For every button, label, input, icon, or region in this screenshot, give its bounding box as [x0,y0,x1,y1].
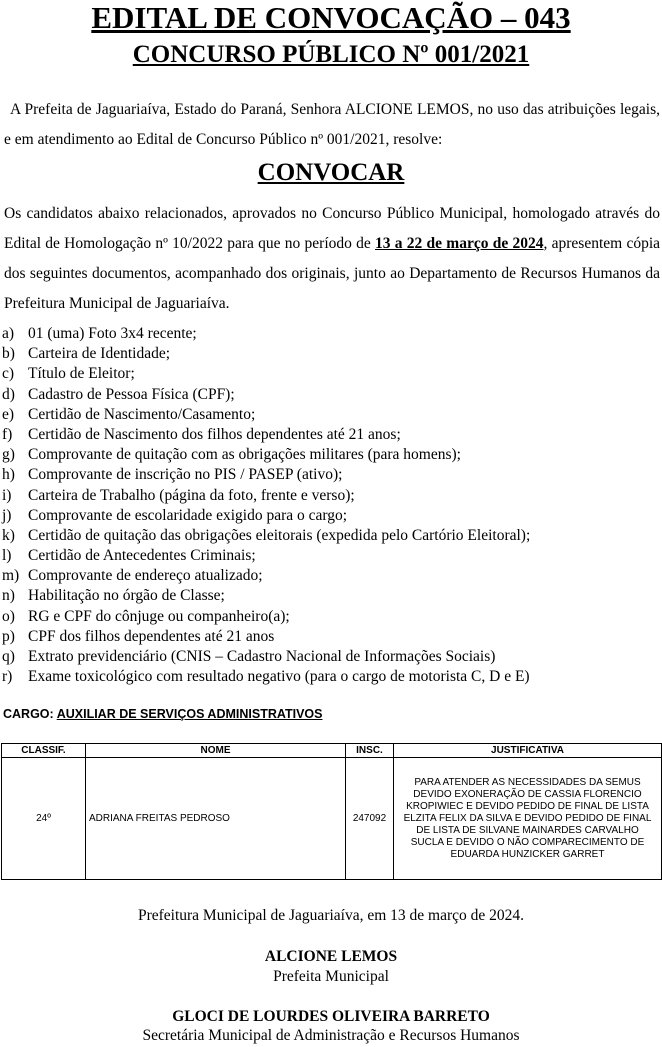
document-letter: l) [2,547,12,565]
signer2-name: GLOCI DE LOURDES OLIVEIRA BARRETO [172,1008,490,1025]
candidates-table [1,743,662,880]
cargo-line [3,706,322,722]
document-item [2,344,658,364]
document-text: Certidão de Antecedentes Criminais; [28,547,256,565]
document-letter: d) [2,385,15,403]
document-text: Comprovante de endereço atualizado; [28,567,263,585]
table-header-row [2,744,662,758]
document-title: EDITAL DE CONVOCAÇÃO – 043 [91,0,571,35]
table-row [2,758,662,880]
cell-justificativa: PARA ATENDER AS NECESSIDADES DA SEMUS DEVIDO EXONERAÇÃO DE CASSIA FLORENCIO KROPIWIEC E DEVIDO PEDIDO DE FINAL DE LISTA ELZITA FELIX DA SILVA E DEVIDO PEDIDO DE FINAL DE LISTA DE SILVANE MAINARDES CARVALHO SUCLA E DEVIDO O NÃO COMPARECIMENTO DE EDUARDA HUNZICKER GARRET [394,758,662,880]
header-classif: CLASSIF. [2,744,86,758]
signer2-role: Secretária Municipal de Administração e Recursos Humanos [142,1027,520,1044]
header-insc: INSC. [346,744,394,758]
document-item [2,546,658,566]
intro-paragraph: A Prefeita de Jaguariaíva, Estado do Paraná, Senhora ALCIONE LEMOS, no uso das atribuições legais, e em atendimento ao Edital de Concurso Público nº 001/2021, resolve: [4,101,660,148]
document-letter: j) [2,506,12,524]
document-item [2,465,658,485]
document-text: RG e CPF do cônjuge ou companheiro(a); [28,607,290,625]
documents-list [2,324,658,687]
document-item [2,445,658,465]
document-letter: q) [2,648,15,665]
cargo-value: AUXILIAR DE SERVIÇOS ADMINISTRATIVOS [56,707,323,721]
header-justificativa: JUSTIFICATIVA [394,744,662,758]
document-text: Título de Eleitor; [28,365,135,383]
document-letter: g) [2,446,15,464]
document-letter: o) [2,607,15,625]
document-letter: m) [2,567,20,585]
document-text: Cadastro de Pessoa Física (CPF); [28,385,235,403]
document-item [2,586,658,606]
document-letter: a) [2,325,15,342]
body-text-part2: , apresentem cópia dos seguintes documentos, acompanhado dos originais, junto ao Departamento de Recursos Humanos da Prefeitura Municipal de Jaguariaíva. [4,235,661,312]
document-text: CPF dos filhos dependentes até 21 anos [28,627,275,645]
document-item [2,667,658,687]
header-nome: NOME [86,744,346,758]
document-item [2,627,658,647]
document-letter: e) [2,405,15,423]
document-text: Comprovante de quitação com as obrigações militares (para homens); [28,446,461,464]
document-text: Exame toxicológico com resultado negativo (para o cargo de motorista C, D e E) [28,668,530,686]
document-letter: b) [2,345,15,363]
date-line: Prefeitura Municipal de Jaguariaíva, em 13 de março de 2024. [137,907,525,924]
document-letter: r) [2,668,13,686]
period-highlight: 13 a 22 de março de 2024 [375,235,544,252]
body-paragraph [4,199,660,319]
document-item [2,647,658,667]
document-letter: h) [2,466,15,484]
document-item [2,506,658,526]
document-text: Comprovante de escolaridade exigido para o cargo; [28,506,348,524]
document-text: Certidão de quitação das obrigações eleitorais (expedida pelo Cartório Eleitoral); [28,526,531,544]
document-text: Carteira de Identidade; [28,345,171,363]
document-item [2,324,658,344]
signer1-name: ALCIONE LEMOS [264,948,398,965]
document-item [2,607,658,627]
document-text: Certidão de Nascimento dos filhos dependentes até 21 anos; [28,425,401,443]
cell-classif: 24º [2,758,86,880]
signer1-role: Prefeita Municipal [273,968,389,985]
document-text: 01 (uma) Foto 3x4 recente; [28,325,197,342]
document-letter: i) [2,486,12,504]
document-text: Habilitação no órgão de Classe; [28,587,225,605]
document-text: Comprovante de inscrição no PIS / PASEP (ativo); [28,466,343,484]
document-subtitle: CONCURSO PÚBLICO Nº 001/2021 [132,41,530,68]
cell-nome: ADRIANA FREITAS PEDROSO [86,758,346,880]
convocar-heading: CONVOCAR [257,159,405,186]
document-letter: p) [2,627,15,645]
document-item [2,526,658,546]
document-item [2,405,658,425]
document-text: Extrato previdenciário (CNIS – Cadastro Nacional de Informações Sociais) [28,648,496,665]
document-item [2,364,658,384]
document-letter: k) [2,526,15,544]
document-item [2,385,658,405]
document-text: Carteira de Trabalho (página da foto, frente e verso); [28,486,355,504]
document-letter: c) [2,365,15,383]
document-item [2,566,658,586]
cell-insc: 247092 [346,758,394,880]
cargo-label: CARGO: [3,707,57,721]
document-letter: n) [2,587,15,605]
document-text: Certidão de Nascimento/Casamento; [28,405,256,423]
body-text-part1: Os candidatos abaixo relacionados, aprovados no Concurso Público Municipal, homologado através do Edital de Homologação nº 10/2022 para que no período de [4,205,660,252]
document-item [2,425,658,445]
document-item [2,486,658,506]
document-letter: f) [2,425,13,443]
